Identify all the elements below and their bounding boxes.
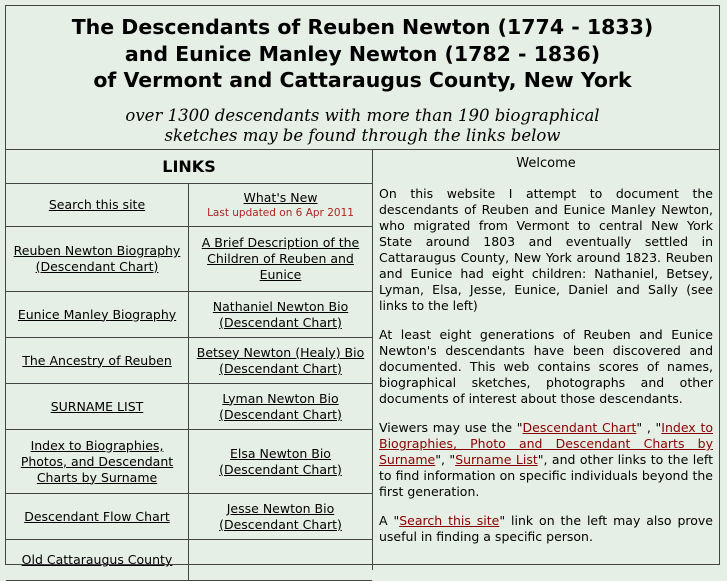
nav-link[interactable] <box>24 509 170 525</box>
page-title <box>6 6 719 94</box>
subtitle-line-1: over 1300 descendants with more than 190 biographical <box>125 105 600 125</box>
welcome-title: Welcome <box>516 156 576 171</box>
nav-link-line: SURNAME LIST <box>50 398 144 414</box>
nav-link[interactable] <box>22 552 173 568</box>
nav-link-line: Index to Biographies, <box>30 437 164 453</box>
link-cell-left <box>6 292 189 337</box>
link-cell-right <box>189 184 372 226</box>
nav-link[interactable] <box>243 190 317 206</box>
nav-link[interactable] <box>202 235 359 283</box>
nav-link[interactable] <box>213 299 348 331</box>
nav-link-line: Jesse Newton Bio <box>226 500 335 516</box>
nav-link-line: What's New <box>243 190 318 205</box>
title-line-3: of Vermont and Cattaraugus County, New York <box>93 68 632 92</box>
nav-link-line: (Descendant Chart) <box>35 259 159 274</box>
p4-text-a: A " <box>379 513 400 528</box>
p4-text-b: " link on the left may also prove useful in finding a specific person. <box>379 513 713 544</box>
nav-link-line: Lyman Newton Bio <box>222 390 339 406</box>
link-row <box>6 384 372 430</box>
link-cell-right <box>189 430 372 493</box>
nav-link[interactable] <box>219 446 342 478</box>
nav-link[interactable] <box>219 501 342 533</box>
links-heading: LINKS <box>6 150 372 184</box>
link-cell-right <box>189 338 372 383</box>
nav-link-line: Search this site <box>48 197 146 212</box>
nav-link-line: The Ancestry of Reuben <box>22 352 172 368</box>
index-biographies-link[interactable]: Index to Biographies, Photo and Descendant Charts by Surname <box>379 420 713 467</box>
nav-link[interactable] <box>22 353 172 369</box>
link-cell-left <box>6 430 189 493</box>
page-frame <box>5 5 720 565</box>
title-line-2: and Eunice Manley Newton (1782 - 1836) <box>124 41 601 66</box>
nav-link-line: Descendant Flow Chart <box>24 508 170 524</box>
nav-link-line: Old Cattaraugus County <box>21 552 173 567</box>
nav-link-line: Eunice <box>259 267 302 282</box>
link-cell-right <box>189 540 372 580</box>
nav-link-line: A Brief Description of the <box>201 235 360 250</box>
nav-link-line: Nathaniel Newton Bio <box>212 298 349 314</box>
links-panel <box>6 150 373 570</box>
p3-text-c: ", " <box>435 452 456 467</box>
link-row <box>6 540 372 581</box>
link-row <box>6 227 372 292</box>
nav-link[interactable] <box>49 197 145 213</box>
nav-link-line: Charts by Surname <box>36 469 158 485</box>
link-cell-right <box>189 227 372 291</box>
link-cell-right <box>189 384 372 429</box>
link-cell-left <box>6 540 189 580</box>
content-row <box>6 150 719 570</box>
welcome-panel <box>373 150 719 570</box>
nav-link-line: Eunice Manley Biography <box>17 306 177 322</box>
nav-link-line: Photos, and Descendant <box>20 453 174 469</box>
nav-link-line: Reuben Newton Biography <box>13 243 181 258</box>
link-cell-left <box>6 184 189 226</box>
nav-link-line: (Descendant Chart) <box>219 516 342 532</box>
nav-link-line: (Descendant Chart) <box>219 360 342 376</box>
title-line-1: The Descendants of Reuben Newton (1774 - 1833) <box>71 15 654 39</box>
p3-text-b: " , " <box>636 420 662 435</box>
nav-link-line: Children of Reuben and <box>207 251 354 266</box>
link-cell-right <box>189 292 372 337</box>
link-row <box>6 184 372 227</box>
nav-link[interactable] <box>18 307 176 323</box>
nav-link-line: (Descendant Chart) <box>219 461 342 477</box>
header <box>6 6 719 150</box>
nav-link-line: Elsa Newton Bio <box>230 445 331 461</box>
search-site-link[interactable]: Search this site <box>399 513 500 528</box>
link-row <box>6 494 372 540</box>
link-cell-left <box>6 494 189 539</box>
link-row <box>6 292 372 338</box>
link-row <box>6 430 372 494</box>
link-cell-right <box>189 494 372 539</box>
welcome-paragraph-1: On this website I attempt to document the descendants of Reuben and Eunice Manley Newton, who migrated from Vermont to central New York State around 1803 and eventually settled in Cattaraugus County, New York around 1823. Reuben and Eunice had eight children: Nathaniel, Betsey, Lyman, Elsa, Jesse, Eunice, Daniel and Sally (see links to the left) <box>379 186 713 313</box>
nav-link-line: Betsey Newton (Healy) Bio <box>196 344 365 360</box>
welcome-paragraph-3 <box>379 420 713 500</box>
link-cell-left <box>6 384 189 429</box>
last-updated-note: Last updated on 6 Apr 2011 <box>207 207 354 219</box>
nav-link[interactable] <box>197 345 365 377</box>
welcome-paragraph-4 <box>379 513 713 545</box>
nav-link[interactable] <box>14 243 181 275</box>
link-cell-left <box>6 338 189 383</box>
p3-text-a: Viewers may use the " <box>379 420 523 435</box>
surname-list-link[interactable]: Surname List <box>455 452 538 467</box>
welcome-paragraph-2: At least eight generations of Reuben and Eunice Newton's descendants have been discovered and documented. This web contains scores of names, biographical sketches, photographs and other documents of interest about those descendants. <box>379 327 713 406</box>
nav-link-line: (Descendant Chart) <box>219 314 342 330</box>
nav-link[interactable] <box>219 391 342 423</box>
nav-link[interactable] <box>51 399 144 415</box>
link-cell-left <box>6 227 189 291</box>
nav-link-line: (Descendant Chart) <box>219 406 342 422</box>
subtitle-line-2: sketches may be found through the links below <box>164 125 561 145</box>
link-row <box>6 338 372 384</box>
links-table <box>6 184 372 581</box>
nav-link[interactable] <box>21 438 173 486</box>
page-subtitle <box>6 106 719 146</box>
p3-text-d: ", and other links to the left to find information on specific individuals beyond the first generation. <box>379 452 713 499</box>
descendant-chart-link[interactable]: Descendant Chart <box>522 420 637 435</box>
